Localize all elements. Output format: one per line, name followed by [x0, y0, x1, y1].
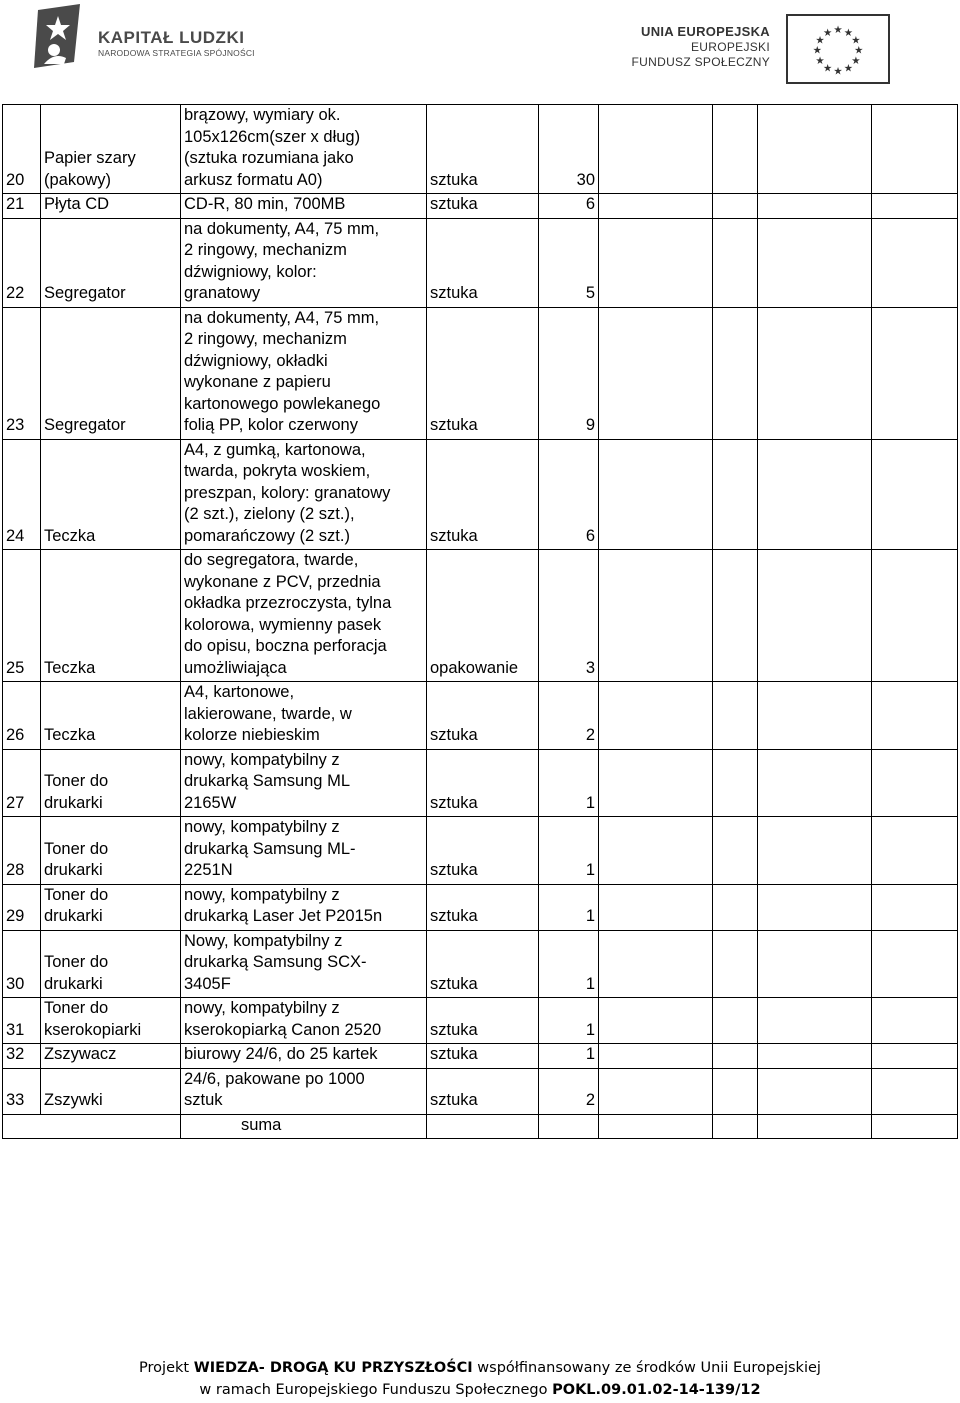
eu-logo-line2: EUROPEJSKI	[690, 40, 770, 54]
item-unit: sztuka	[427, 930, 539, 998]
item-unit: sztuka	[427, 817, 539, 885]
item-description-line: A4, kartonowe,	[184, 683, 295, 701]
item-description-line: 2 ringowy, mechanizm	[184, 241, 347, 259]
empty-cell	[872, 105, 958, 194]
empty-cell	[758, 550, 872, 682]
item-name	[41, 930, 181, 998]
item-quantity: 5	[539, 218, 599, 307]
table-row	[3, 439, 958, 550]
row-number: 26	[3, 682, 41, 750]
items-table-body	[3, 105, 958, 1139]
item-name-line: Zszywki	[44, 1091, 103, 1109]
empty-cell	[872, 682, 958, 750]
eu-logo-line3: FUNDUSZ SPOŁECZNY	[631, 55, 770, 69]
item-description-line: kolorowa, wymienny pasek	[184, 615, 382, 634]
item-quantity: 1	[539, 1044, 599, 1069]
item-description-line: drukarką Samsung SCX-	[184, 953, 367, 971]
empty-cell	[713, 884, 758, 930]
item-unit: sztuka	[427, 105, 539, 194]
summary-row	[3, 1114, 958, 1139]
item-name-line: Toner do	[44, 885, 109, 904]
empty-cell	[758, 1044, 872, 1069]
item-name	[41, 194, 181, 219]
empty-cell	[599, 105, 713, 194]
table-row	[3, 749, 958, 817]
table-row	[3, 550, 958, 682]
row-number: 32	[3, 1044, 41, 1069]
empty-cell	[539, 1114, 599, 1139]
item-description-line: kolorze niebieskim	[184, 726, 320, 744]
item-quantity: 6	[539, 439, 599, 550]
item-description-line: biurowy 24/6, do 25 kartek	[184, 1045, 378, 1063]
svg-text:★: ★	[843, 62, 854, 75]
item-quantity: 6	[539, 194, 599, 219]
item-unit: sztuka	[427, 884, 539, 930]
item-quantity: 2	[539, 1068, 599, 1114]
item-description-line: (sztuka rozumiana jako	[184, 149, 354, 167]
item-name	[41, 550, 181, 682]
item-description-line: do opisu, boczna perforacja	[184, 637, 387, 655]
item-name-line: Segregator	[44, 416, 126, 434]
empty-cell	[599, 930, 713, 998]
item-description-line: drukarką Samsung ML	[184, 772, 350, 790]
item-name-line: Płyta CD	[44, 195, 110, 213]
table-row	[3, 930, 958, 998]
item-quantity: 1	[539, 884, 599, 930]
item-unit: sztuka	[427, 1068, 539, 1114]
row-number: 31	[3, 998, 41, 1044]
item-name	[41, 817, 181, 885]
empty-cell	[713, 817, 758, 885]
item-name	[41, 439, 181, 550]
item-description-line: A4, z gumką, kartonowa,	[184, 440, 366, 459]
footer-line2-prefix: w ramach Europejskiego Funduszu Społecznego	[199, 1382, 553, 1398]
item-quantity: 1	[539, 817, 599, 885]
row-number: 30	[3, 930, 41, 998]
empty-cell	[872, 930, 958, 998]
table-row	[3, 817, 958, 885]
empty-cell	[758, 194, 872, 219]
item-description	[181, 550, 427, 682]
empty-cell	[758, 884, 872, 930]
item-description-line: lakierowane, twarde, w	[184, 704, 352, 723]
item-quantity: 3	[539, 550, 599, 682]
eu-social-fund-logo	[630, 14, 890, 86]
item-name-line: Teczka	[44, 526, 96, 545]
empty-cell	[758, 930, 872, 998]
row-number: 29	[3, 884, 41, 930]
table-row	[3, 884, 958, 930]
row-number: 20	[3, 105, 41, 194]
empty-cell	[713, 105, 758, 194]
footer-project-name: WIEDZA- DROGĄ KU PRZYSZŁOŚCI	[193, 1360, 473, 1376]
item-description-line: drukarką Samsung ML-	[184, 839, 356, 858]
empty-cell	[713, 682, 758, 750]
item-name-line: drukarki	[44, 907, 103, 925]
row-number: 24	[3, 439, 41, 550]
table-row	[3, 194, 958, 219]
empty-cell	[872, 1114, 958, 1139]
item-name	[41, 682, 181, 750]
item-unit: sztuka	[427, 218, 539, 307]
empty-cell	[758, 439, 872, 550]
item-description	[181, 194, 427, 219]
empty-cell	[758, 749, 872, 817]
svg-text:★: ★	[851, 55, 861, 68]
item-name	[41, 998, 181, 1044]
item-name-line: Toner do	[44, 953, 109, 971]
item-description	[181, 998, 427, 1044]
item-description-line: 2 ringowy, mechanizm	[184, 330, 347, 348]
item-description-line: 24/6, pakowane po 1000	[184, 1069, 365, 1088]
empty-cell	[599, 1044, 713, 1069]
item-name-line: Zszywacz	[44, 1045, 117, 1063]
item-quantity: 9	[539, 307, 599, 439]
page-footer	[0, 1357, 960, 1401]
svg-text:★: ★	[851, 34, 861, 47]
empty-cell	[758, 307, 872, 439]
empty-cell	[599, 682, 713, 750]
empty-cell	[872, 998, 958, 1044]
empty-cell	[3, 1114, 181, 1139]
item-description	[181, 884, 427, 930]
footer-line1-prefix: Projekt	[139, 1360, 194, 1376]
empty-cell	[872, 1044, 958, 1069]
footer-line2	[0, 1379, 960, 1401]
svg-text:★: ★	[854, 44, 864, 57]
empty-cell	[713, 218, 758, 307]
item-description-line: folią PP, kolor czerwony	[184, 416, 358, 434]
table-row	[3, 307, 958, 439]
item-name	[41, 749, 181, 817]
kapital-ludzki-subtitle: NARODOWA STRATEGIA SPÓJNOŚCI	[98, 48, 255, 58]
empty-cell	[713, 1044, 758, 1069]
item-description-line: sztuk	[184, 1091, 223, 1109]
empty-cell	[599, 998, 713, 1044]
item-name	[41, 307, 181, 439]
item-description-line: wykonane z papieru	[184, 373, 331, 391]
empty-cell	[713, 749, 758, 817]
item-description-line: 2165W	[184, 793, 237, 812]
item-description	[181, 930, 427, 998]
item-description-line: arkusz formatu A0)	[184, 170, 323, 189]
svg-text:★: ★	[833, 23, 843, 36]
item-description-line: dźwigniowy, okładki	[184, 351, 328, 370]
empty-cell	[872, 307, 958, 439]
item-description-line: do segregatora, twarde,	[184, 551, 359, 569]
empty-cell	[713, 1114, 758, 1139]
summary-label: suma	[181, 1114, 427, 1139]
item-quantity: 30	[539, 105, 599, 194]
empty-cell	[427, 1114, 539, 1139]
item-name-line: Toner do	[44, 839, 109, 858]
item-description	[181, 105, 427, 194]
empty-cell	[599, 550, 713, 682]
item-name	[41, 1068, 181, 1114]
item-description-line: CD-R, 80 min, 700MB	[184, 195, 346, 213]
empty-cell	[713, 1068, 758, 1114]
svg-text:★: ★	[815, 55, 825, 68]
item-quantity: 1	[539, 749, 599, 817]
footer-project-code: POKL.09.01.02-14-139/12	[552, 1382, 761, 1398]
item-unit: sztuka	[427, 439, 539, 550]
item-description-line: 105x126cm(szer x dług)	[184, 127, 361, 146]
empty-cell	[758, 1068, 872, 1114]
empty-cell	[758, 105, 872, 194]
eu-flag-stars-icon	[786, 14, 890, 84]
item-unit: sztuka	[427, 194, 539, 219]
empty-cell	[872, 194, 958, 219]
empty-cell	[713, 194, 758, 219]
item-quantity: 2	[539, 682, 599, 750]
table-row	[3, 998, 958, 1044]
svg-text:★: ★	[815, 34, 825, 47]
row-number: 25	[3, 550, 41, 682]
empty-cell	[872, 218, 958, 307]
item-description-line: preszpan, kolory: granatowy	[184, 483, 391, 502]
item-description-line: Nowy, kompatybilny z	[184, 931, 343, 950]
item-description	[181, 1044, 427, 1069]
item-description	[181, 218, 427, 307]
row-number: 22	[3, 218, 41, 307]
empty-cell	[599, 194, 713, 219]
item-name	[41, 884, 181, 930]
item-unit: sztuka	[427, 682, 539, 750]
item-description	[181, 817, 427, 885]
item-name-line: Segregator	[44, 284, 126, 302]
item-quantity: 1	[539, 930, 599, 998]
footer-line1-suffix: współfinansowany ze środków Unii Europejskiej	[472, 1360, 821, 1376]
item-description	[181, 439, 427, 550]
item-name-line: (pakowy)	[44, 170, 111, 189]
empty-cell	[758, 1114, 872, 1139]
row-number: 21	[3, 194, 41, 219]
empty-cell	[872, 817, 958, 885]
empty-cell	[758, 817, 872, 885]
empty-cell	[599, 817, 713, 885]
item-unit: sztuka	[427, 998, 539, 1044]
empty-cell	[872, 439, 958, 550]
item-unit: sztuka	[427, 307, 539, 439]
item-name-line: Toner do	[44, 999, 109, 1017]
kapital-ludzki-logo	[30, 2, 260, 72]
item-description	[181, 682, 427, 750]
svg-text:★: ★	[822, 26, 833, 39]
kapital-ludzki-emblem-icon	[30, 2, 90, 72]
item-unit: sztuka	[427, 749, 539, 817]
item-description-line: umożliwiająca	[184, 658, 287, 677]
table-row	[3, 682, 958, 750]
item-name-line: Teczka	[44, 658, 96, 677]
item-description	[181, 1068, 427, 1114]
empty-cell	[713, 998, 758, 1044]
item-description-line: dźwigniowy, kolor:	[184, 262, 317, 281]
table-row	[3, 218, 958, 307]
item-description-line: nowy, kompatybilny z	[184, 818, 340, 836]
empty-cell	[713, 930, 758, 998]
empty-cell	[599, 1114, 713, 1139]
item-description	[181, 307, 427, 439]
row-number: 23	[3, 307, 41, 439]
item-description-line: okładka przezroczysta, tylna	[184, 594, 392, 612]
item-description-line: nowy, kompatybilny z	[184, 885, 340, 904]
row-number: 28	[3, 817, 41, 885]
table-row	[3, 1044, 958, 1069]
svg-text:★: ★	[812, 44, 822, 57]
footer-line1	[0, 1357, 960, 1379]
kapital-ludzki-title: KAPITAŁ LUDZKI	[98, 28, 245, 47]
item-description-line: 2251N	[184, 861, 233, 879]
empty-cell	[758, 682, 872, 750]
item-description-line: brązowy, wymiary ok.	[184, 106, 341, 124]
item-unit: opakowanie	[427, 550, 539, 682]
item-name	[41, 1044, 181, 1069]
empty-cell	[599, 218, 713, 307]
svg-text:★: ★	[822, 62, 833, 75]
empty-cell	[599, 749, 713, 817]
eu-logo-line1: UNIA EUROPEJSKA	[641, 24, 770, 39]
svg-text:★: ★	[843, 26, 854, 39]
item-name-line: drukarki	[44, 861, 103, 879]
item-name-line: drukarki	[44, 974, 103, 993]
row-number: 33	[3, 1068, 41, 1114]
item-description-line: granatowy	[184, 284, 261, 302]
empty-cell	[758, 998, 872, 1044]
svg-text:★: ★	[833, 65, 843, 78]
item-description	[181, 749, 427, 817]
item-quantity: 1	[539, 998, 599, 1044]
empty-cell	[599, 439, 713, 550]
empty-cell	[599, 884, 713, 930]
empty-cell	[599, 307, 713, 439]
item-description-line: wykonane z PCV, przednia	[184, 572, 381, 591]
empty-cell	[872, 749, 958, 817]
empty-cell	[713, 439, 758, 550]
empty-cell	[872, 884, 958, 930]
item-name-line: kserokopiarki	[44, 1020, 142, 1039]
eu-logo-text	[632, 24, 770, 70]
item-description-line: kartonowego powlekanego	[184, 394, 381, 413]
item-name-line: Toner do	[44, 772, 109, 790]
row-number: 27	[3, 749, 41, 817]
item-name-line: Teczka	[44, 726, 96, 744]
table-row	[3, 1068, 958, 1114]
item-description-line: kserokopiarką Canon 2520	[184, 1020, 382, 1039]
item-unit: sztuka	[427, 1044, 539, 1069]
item-name-line: drukarki	[44, 793, 103, 812]
item-description-line: pomarańczowy (2 szt.)	[184, 526, 350, 545]
item-description-line: na dokumenty, A4, 75 mm,	[184, 219, 380, 238]
empty-cell	[599, 1068, 713, 1114]
item-description-line: twarda, pokryta woskiem,	[184, 462, 371, 480]
empty-cell	[758, 218, 872, 307]
empty-cell	[713, 550, 758, 682]
item-description-line: drukarką Laser Jet P2015n	[184, 907, 383, 925]
table-row	[3, 105, 958, 194]
item-description-line: nowy, kompatybilny z	[184, 999, 340, 1017]
item-description-line: nowy, kompatybilny z	[184, 750, 340, 769]
item-name-line: Papier szary	[44, 149, 136, 167]
item-description-line: (2 szt.), zielony (2 szt.),	[184, 505, 355, 523]
item-name	[41, 218, 181, 307]
item-description-line: 3405F	[184, 974, 231, 993]
item-name	[41, 105, 181, 194]
empty-cell	[713, 307, 758, 439]
empty-cell	[872, 550, 958, 682]
items-table	[2, 104, 958, 1139]
item-description-line: na dokumenty, A4, 75 mm,	[184, 308, 380, 327]
empty-cell	[872, 1068, 958, 1114]
